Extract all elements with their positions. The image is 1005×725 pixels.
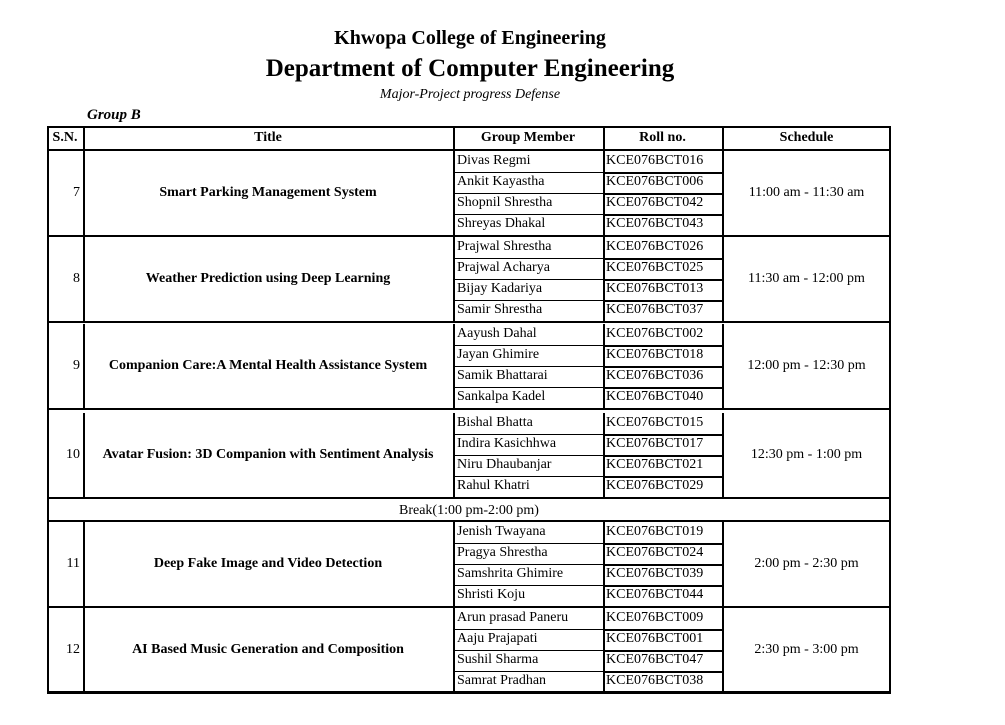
member-name: Prajwal Shrestha xyxy=(457,239,552,254)
member-name: Samir Shrestha xyxy=(457,302,543,317)
department-title: Department of Computer Engineering xyxy=(265,55,675,82)
subtitle: Major-Project progress Defense xyxy=(379,87,561,102)
project-schedule: 11:30 am - 12:00 pm xyxy=(748,271,865,286)
project-schedule: 2:00 pm - 2:30 pm xyxy=(754,556,859,571)
roll-number: KCE076BCT024 xyxy=(606,545,704,560)
roll-number: KCE076BCT026 xyxy=(606,239,704,254)
roll-number: KCE076BCT018 xyxy=(606,347,704,362)
member-name: Shristi Koju xyxy=(457,587,526,602)
column-header-title: Title xyxy=(254,130,282,145)
project-schedule: 11:00 am - 11:30 am xyxy=(748,185,865,200)
roll-number: KCE076BCT001 xyxy=(606,631,704,646)
member-name: Pragya Shrestha xyxy=(457,545,548,560)
member-name: Aaju Prajapati xyxy=(457,631,538,646)
member-name: Prajwal Acharya xyxy=(457,260,550,275)
project-title: AI Based Music Generation and Composition xyxy=(132,642,404,657)
roll-number: KCE076BCT036 xyxy=(606,368,704,383)
column-header-roll: Roll no. xyxy=(639,130,686,145)
roll-number: KCE076BCT013 xyxy=(606,281,704,296)
member-name: Ankit Kayastha xyxy=(457,174,545,189)
member-name: Bishal Bhatta xyxy=(457,415,533,430)
roll-number: KCE076BCT025 xyxy=(606,260,704,275)
roll-number: KCE076BCT002 xyxy=(606,326,704,341)
member-name: Indira Kasichhwa xyxy=(457,436,557,451)
member-name: Samrat Pradhan xyxy=(457,673,547,688)
member-name: Aayush Dahal xyxy=(457,326,537,341)
project-schedule: 2:30 pm - 3:00 pm xyxy=(754,642,859,657)
roll-number: KCE076BCT017 xyxy=(606,436,704,451)
roll-number: KCE076BCT015 xyxy=(606,415,704,430)
roll-number: KCE076BCT043 xyxy=(606,216,704,231)
member-name: Rahul Khatri xyxy=(457,478,530,493)
project-sn: 11 xyxy=(66,556,80,571)
project-title: Deep Fake Image and Video Detection xyxy=(153,556,383,571)
roll-number: KCE076BCT009 xyxy=(606,610,704,625)
project-schedule: 12:00 pm - 12:30 pm xyxy=(747,358,866,373)
project-title: Avatar Fusion: 3D Companion with Sentiment Analysis xyxy=(102,447,434,462)
project-title: Weather Prediction using Deep Learning xyxy=(145,271,391,286)
member-name: Samik Bhattarai xyxy=(457,368,548,383)
project-sn: 9 xyxy=(73,358,80,373)
roll-number: KCE076BCT016 xyxy=(606,153,704,168)
member-name: Niru Dhaubanjar xyxy=(457,457,552,472)
project-title: Companion Care:A Mental Health Assistance System xyxy=(108,358,428,373)
project-block-border xyxy=(47,321,891,323)
member-name: Jayan Ghimire xyxy=(457,347,540,362)
project-block-border xyxy=(47,497,891,499)
project-sn: 12 xyxy=(66,642,80,657)
roll-number: KCE076BCT006 xyxy=(606,174,704,189)
project-block-border xyxy=(47,408,891,410)
roll-number: KCE076BCT047 xyxy=(606,652,704,667)
roll-number: KCE076BCT038 xyxy=(606,673,704,688)
schedule-table xyxy=(47,126,891,693)
member-name: Sankalpa Kadel xyxy=(457,389,546,404)
roll-number: KCE076BCT042 xyxy=(606,195,704,210)
project-title: Smart Parking Management System xyxy=(159,185,377,200)
member-name: Bijay Kadariya xyxy=(457,281,543,296)
project-sn: 7 xyxy=(73,185,80,200)
project-sn: 8 xyxy=(73,271,80,286)
member-name: Shreyas Dhakal xyxy=(457,216,546,231)
member-name: Arun prasad Paneru xyxy=(457,610,569,625)
member-name: Samshrita Ghimire xyxy=(457,566,564,581)
column-header-schedule: Schedule xyxy=(779,130,834,145)
column-header-sn: S.N. xyxy=(52,130,78,145)
column-header-member: Group Member xyxy=(480,130,576,145)
project-block-border xyxy=(47,692,891,694)
group-label: Group B xyxy=(87,107,141,123)
member-name: Jenish Twayana xyxy=(457,524,546,539)
roll-number: KCE076BCT039 xyxy=(606,566,704,581)
roll-number: KCE076BCT037 xyxy=(606,302,704,317)
project-sn: 10 xyxy=(66,447,80,462)
college-name: Khwopa College of Engineering xyxy=(334,27,606,49)
roll-number: KCE076BCT040 xyxy=(606,389,704,404)
roll-number: KCE076BCT021 xyxy=(606,457,704,472)
roll-number: KCE076BCT019 xyxy=(606,524,704,539)
break-row-label: Break(1:00 pm-2:00 pm) xyxy=(399,503,539,518)
roll-number: KCE076BCT044 xyxy=(606,587,704,602)
project-schedule: 12:30 pm - 1:00 pm xyxy=(750,447,863,462)
roll-number: KCE076BCT029 xyxy=(606,478,704,493)
member-name: Divas Regmi xyxy=(457,153,531,168)
member-name: Shopnil Shrestha xyxy=(457,195,553,210)
member-name: Sushil Sharma xyxy=(457,652,539,667)
